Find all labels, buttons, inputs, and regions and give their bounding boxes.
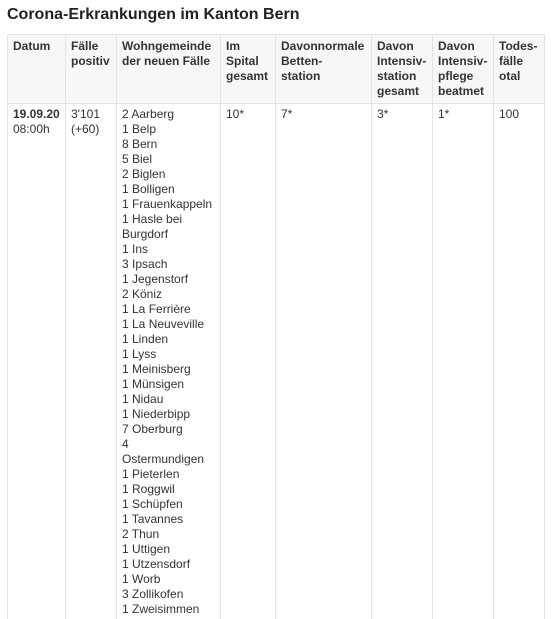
list-item: 1 Belp xyxy=(122,122,157,136)
list-item: 1 Tavannes xyxy=(122,512,184,526)
list-item: 1 La Ferrière xyxy=(122,302,191,316)
header-wohngemeinde: Wohngemeinde der neuen Fälle xyxy=(117,35,221,104)
list-item: 1 Uttigen xyxy=(122,542,171,556)
list-item: 1 Münsigen xyxy=(122,377,185,391)
cell-intensivpflege-beatmet: 1* xyxy=(433,104,494,619)
cell-faelle-positiv: 3'101 (+60) xyxy=(66,104,117,619)
list-item: 1 Zweisimmen xyxy=(122,602,200,616)
list-item: 1 Meinisberg xyxy=(122,362,191,376)
list-item: 1 Niederbipp xyxy=(122,407,191,421)
cell-spital-gesamt: 10* xyxy=(221,104,276,619)
header-normale-bettenstation: Davonnormale Betten- station xyxy=(276,35,372,104)
table-row xyxy=(8,104,545,619)
header-spital-gesamt: Im Spital gesamt xyxy=(221,35,276,104)
cell-datum xyxy=(8,104,66,619)
list-item: 5 Biel xyxy=(122,152,153,166)
header-datum: Datum xyxy=(8,35,66,104)
list-item: 1 Bolligen xyxy=(122,182,175,196)
list-item: 1 Ins xyxy=(122,242,149,256)
cell-normale-bettenstation: 7* xyxy=(276,104,372,619)
header-intensivstation-gesamt: Davon Intensiv- station gesamt xyxy=(372,35,433,104)
list-item: 1 Nidau xyxy=(122,392,164,406)
header-faelle-positiv: Fälle positiv xyxy=(66,35,117,104)
cell-intensivstation-gesamt: 3* xyxy=(372,104,433,619)
page-title: Corona-Erkrankungen im Kanton Bern xyxy=(7,6,300,23)
list-item: 2 Biglen xyxy=(122,167,166,181)
list-item: 8 Bern xyxy=(122,137,158,151)
corona-cases-table xyxy=(7,34,545,619)
cell-wohngemeinde xyxy=(117,104,221,619)
list-item: 1 Linden xyxy=(122,332,169,346)
list-item: 1 Pieterlen xyxy=(122,467,180,481)
list-item: 2 Aarberg xyxy=(122,107,175,121)
table-header-row xyxy=(8,35,545,104)
list-item: 1 Lyss xyxy=(122,347,157,361)
list-item: 1 Hasle bei Burgdorf xyxy=(122,212,183,241)
cell-todesfaelle: 100 xyxy=(494,104,545,619)
list-item: 1 Frauenkappeln xyxy=(122,197,213,211)
list-item: 1 Worb xyxy=(122,572,161,586)
time-value: 08:00h xyxy=(13,122,50,136)
list-item: 7 Oberburg xyxy=(122,422,183,436)
list-item: 3 Zollikofen xyxy=(122,587,184,601)
list-item: 1 Roggwil xyxy=(122,482,175,496)
list-item: 4 Ostermundigen xyxy=(122,437,205,466)
list-item: 1 La Neuveville xyxy=(122,317,205,331)
list-item: 1 Schüpfen xyxy=(122,497,183,511)
date-value: 19.09.20 xyxy=(13,107,60,121)
municipality-list xyxy=(122,107,215,617)
list-item: 3 Ipsach xyxy=(122,257,168,271)
list-item: 1 Jegenstorf xyxy=(122,272,189,286)
list-item: 2 Köniz xyxy=(122,287,163,301)
header-intensivpflege-beatmet: Davon Intensiv- pflege beatmet xyxy=(433,35,494,104)
header-todesfaelle: Todes- fälle otal xyxy=(494,35,545,104)
list-item: 1 Utzensdorf xyxy=(122,557,191,571)
list-item: 2 Thun xyxy=(122,527,160,541)
